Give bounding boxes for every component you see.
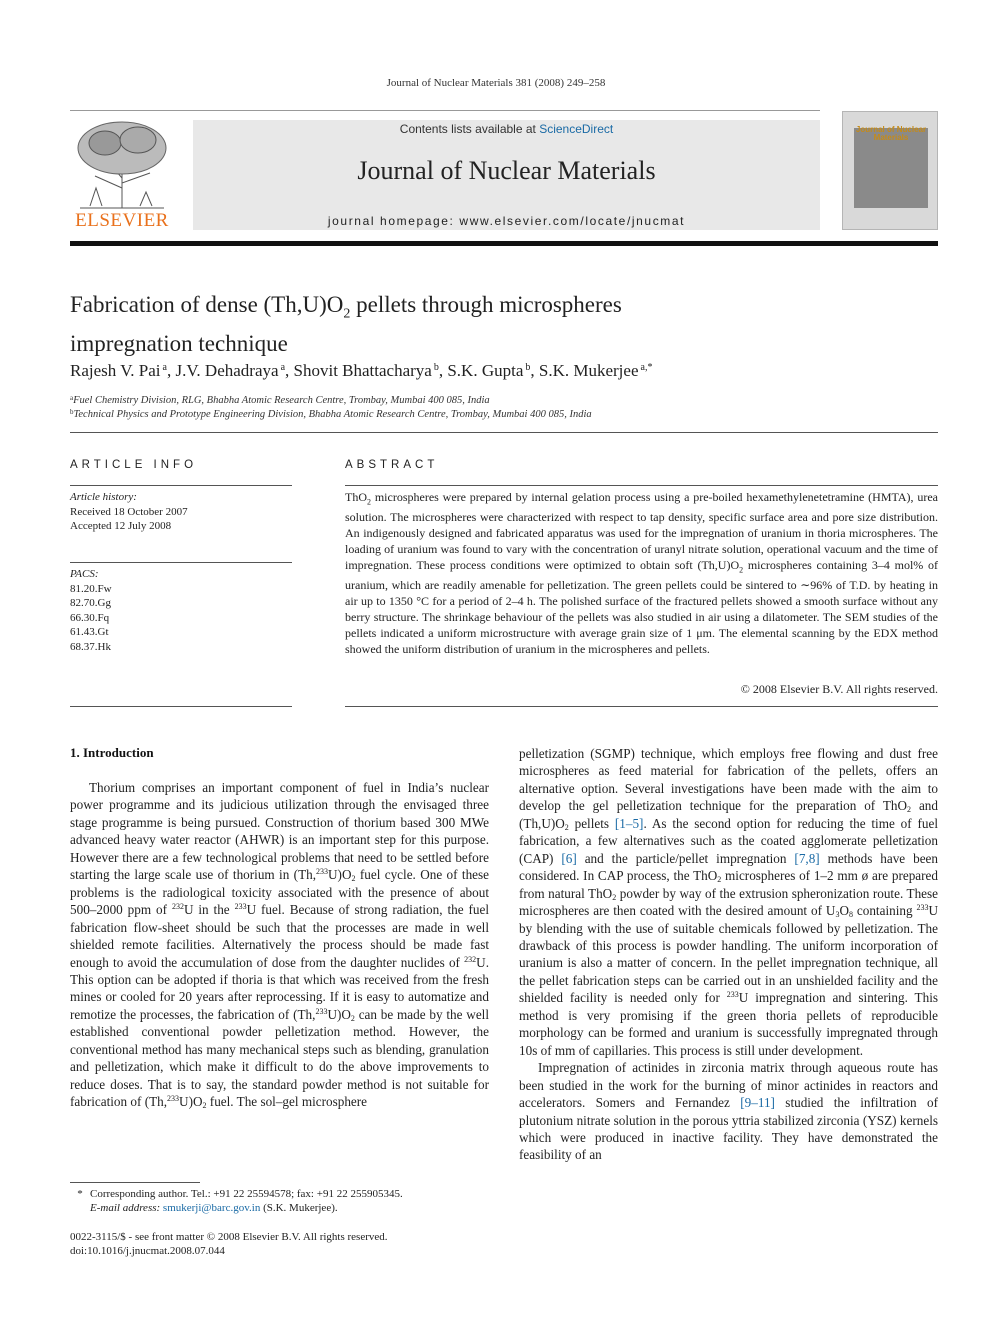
author-list: Rajesh V. Pai $^a$, J.V. Dehadraya $^a$, Shovit Bhattacharya $^b$, S.K. Gupta $^b$, S.K. Mukerjee $^{a,*}$ [70,361,653,380]
corresponding-author-note: * Corresponding author. Tel.: +91 22 25594578; fax: +91 22 255905345. [77,1188,403,1200]
pacs-code: 61.43.Gt [70,626,109,638]
header-top-rule [70,110,820,111]
doi-line[interactable]: doi:10.1016/j.jnucmat.2008.07.044 [70,1245,225,1257]
article-title: Fabrication of dense $(Th,U)O_2$ pellets through microspheres impregnation technique [70,292,622,356]
pacs-label: PACS: [70,568,99,580]
pacs-code: 66.30.Fq [70,611,110,624]
history-label: Article history: [70,491,137,503]
journal-title: Journal of Nuclear Materials [357,156,656,185]
section-heading-introduction: 1. Introduction [70,745,154,760]
citation-link[interactable]: [9–11] [740,1095,775,1111]
affiliation-rule [70,432,938,433]
abstract-rule-top [345,485,938,486]
journal-citation: Journal of Nuclear Materials 381 (2008) 249–258 [386,77,606,89]
abstract-text: ThO$_2$ microspheres were prepared by internal gelation process using a pre-boiled hexamethylenetetramine (HMTA), urea solution. The microspheres were characterized with respect to tap density, specific surface area and pore size distribution. An indigenously designed and fabricated apparatus was used for the impregnation of uranium in thoria microspheres. The loading of uranium was found to vary with the concentration of uranyl nitrate solution, operational vacuum and the time of impregnation. These process conditions were optimized to obtain soft $(Th,U)O_2$ microspheres containing 3–4 mol% of uranium, which are readily amenable for pelletization. The green pellets could be sintered to ∼96% of T.D. by heating in air up to 1350 °C for a period of 2–4 h. The polished surface of the fractured pellets showed a smooth surface without any berry structure. The shrinkage behaviour of the pellets was also studied in air using a dilatometer. The SEM studies of the pellets indicated a uniform microstructure with average grain size of 1 μm. The elemental scanning by the EDX method showed the uniform distribution of uranium in the microspheres and pellets. [345,490,938,656]
accepted-date: Accepted 12 July 2008 [70,520,172,532]
cover-title: Journal of Nuclear Materials [855,125,927,142]
issn-line: 0022-3115/$ - see front matter © 2008 Elsevier B.V. All rights reserved. [70,1231,388,1243]
body-column-right: pelletization (SGMP) technique, which employs free flowing and dust free microspheres as feed material for fabrication of the pellets, offers an alternative option. Several investigations have been made with the aim to develop the gel pelletization technique for the preparation of ThO$_2$ and $(Th,U)O_2$ pellets [1–5]. As the second option for reducing the time of fuel fabrication, a few alternatives such as the coated agglomerate pelletization (CAP) [6] and the particle/pellet impregnation [7,8] methods have been considered. In CAP process, the ThO$_2$ microspheres of 1–2 mm ø are prepared from natural ThO$_2$ powder by way of the extrusion spheronization route. These microspheres are then coated with the desired amount of $U_3O_8$ containing $^{233}$U by blending with the use of suitable chemicals followed by pelletization. The drawback of this process is powder handling. The uniform incorporation of uranium is also a matter of concern. In the pellet impregnation technique, all the pellet fabrication steps can be carried out in an unshielded facility and the shielded facility is needed only for $^{233}$U impregnation and sintering. This method is very promising if the green thoria pellets of reproducible morphology can be formed and uranium is successfully impregnated through 10s of mm of capillaries. This process is still under development. Impregnation of actinides in zirconia matrix through aqueous route has been studied in the work for the burning of minor actinides in reactors and accelerators. Somers and Fernandez [9–11] studied the infiltration of plutonium nitrate solution in the porous yttria stabilized zirconia (YSZ) kernels which were produced in inactive facility. They have demonstrated the feasibility of an [519,746,939,1163]
journal-homepage[interactable]: journal homepage: www.elsevier.com/locate/jnucmat [327,214,686,228]
copyright-line: © 2008 Elsevier B.V. All rights reserved. [740,682,938,696]
journal-cover-thumbnail [842,111,938,230]
email-note: E-mail address: smukerji@barc.gov.in (S.K. Mukerjee). [90,1202,338,1214]
abstract-heading: ABSTRACT [345,459,439,471]
journal-banner [193,120,820,230]
author-name[interactable]: Rajesh V. Pai [70,361,161,380]
author-name[interactable]: J.V. Dehadraya [175,361,279,380]
affiliation-a: $^a$Fuel Chemistry Division, RLG, Bhabha Atomic Research Centre, Trombay, Mumbai 400 085, India [70,394,490,406]
body-column-left: Thorium comprises an important component of fuel in India’s nuclear power programme and its judicious utilization through the envisaged three stage programme is being pursued. Construction of thorium based 300 MWe advanced heavy water reactor (AHWR) is an important step for this purpose. However there are a few technological problems that need to be settled before starting the large scale use of thorium in $(Th,^{233}U)O_2$ fuel cycle. One of these problems is the radiological toxicity associated with the presence of about 500–2000 ppm of $^{232}$U in the $^{233}$U fuel. Because of strong radiation, the fuel fabrication flow-sheet should be such that the processes are made in well shielded remote facilities. Alternatively the process should be made fast enough to avoid the accumulation of dose from the daughter nuclides of $^{232}$U. This option can be adopted if thoria is that which was received from the fresh mines or cooled for 20 years after reprocessing. If it is easy to automatize and remotize the processes, the fabrication of $(Th,^{233}U)O_2$ can be made by the well established conventional powder pelletization method. However, the conventional method has many mechanical steps such as blending, granulation and pelletization, which make it difficult to do the above improvements to reduce doses. That is to say, the standard powder method is not suitable for fabrication of $(Th,^{233}U)O_2$ fuel. The sol–gel microsphere [70,780,490,1111]
elsevier-wordmark: ELSEVIER [75,210,169,231]
received-date: Received 18 October 2007 [70,505,188,518]
info-rule-bottom [70,706,292,707]
info-rule-top [70,485,292,486]
citation-link[interactable]: [7,8] [794,850,820,866]
pacs-code: 81.20.Fw [70,582,112,595]
email-link[interactable]: smukerji@barc.gov.in [162,1202,261,1214]
sciencedirect-link[interactable]: ScienceDirect [539,122,614,136]
citation-link[interactable]: [6] [561,850,577,866]
author-name[interactable]: S.K. Gupta [447,361,524,380]
contents-line: Contents lists available at ScienceDirect [399,122,614,136]
author-name[interactable]: S.K. Mukerjee [538,361,639,380]
info-rule-mid [70,562,292,563]
affiliation-b: $^b$Technical Physics and Prototype Engineering Division, Bhabha Atomic Research Centre, Trombay, Mumbai 400 085, India [70,408,592,420]
article-info-heading: ARTICLE INFO [70,459,198,471]
footnote-rule [70,1182,200,1183]
pacs-block [70,567,292,654]
citation-link[interactable]: [1–5] [614,815,644,831]
author-name[interactable]: Shovit Bhattacharya [293,361,432,380]
article-history [70,490,292,534]
pacs-code: 68.37.Hk [70,640,111,653]
abstract-rule-bottom [345,706,938,707]
pacs-code: 82.70.Gg [70,597,111,609]
header-thick-rule [70,241,938,246]
